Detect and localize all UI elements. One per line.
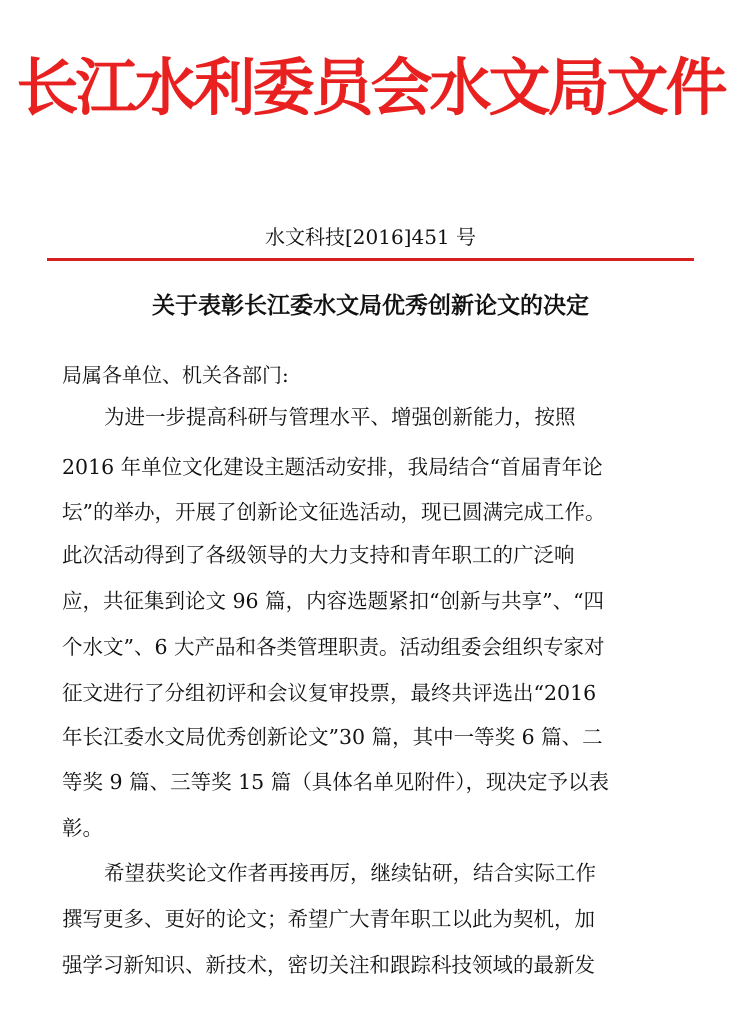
body-line: 个水文”、6 大产品和各类管理职责。活动组委会组织专家对: [62, 635, 605, 659]
body-line: 希望获奖论文作者再接再厉，继续钻研，结合实际工作: [104, 861, 596, 885]
document-number: 水文科技[2016]451 号: [264, 225, 477, 249]
body-line: 为进一步提高科研与管理水平、增强创新能力，按照: [104, 405, 576, 429]
body-line: 强学习新知识、新技术，密切关注和跟踪科技领域的最新发: [62, 953, 595, 977]
body-line: 此次活动得到了各级领导的大力支持和青年职工的广泛响: [62, 543, 575, 567]
body-line: 撰写更多、更好的论文；希望广大青年职工以此为契机，加: [62, 907, 595, 931]
body-line: 等奖 9 篇、三等奖 15 篇（具体名单见附件），现决定予以表: [62, 770, 609, 794]
body-line: 年长江委水文局优秀创新论文”30 篇，其中一等奖 6 篇、二: [62, 725, 603, 749]
body-line: 彰。: [62, 816, 103, 840]
body-line: 2016 年单位文化建设主题活动安排，我局结合“首届青年论: [62, 455, 603, 479]
document-header-title: 长江水利委员会水文局文件: [16, 51, 725, 124]
decision-title: 关于表彰长江委水文局优秀创新论文的决定: [152, 292, 589, 319]
salutation: 局属各单位、机关各部门:: [62, 363, 289, 387]
header-divider: [47, 258, 694, 261]
body-line: 坛”的举办，开展了创新论文征选活动，现已圆满完成工作。: [62, 500, 606, 524]
body-line: 应，共征集到论文 96 篇，内容选题紧扣“创新与共享”、“四: [62, 589, 605, 613]
body-line: 征文进行了分组初评和会议复审投票，最终共评选出“2016: [62, 681, 597, 705]
